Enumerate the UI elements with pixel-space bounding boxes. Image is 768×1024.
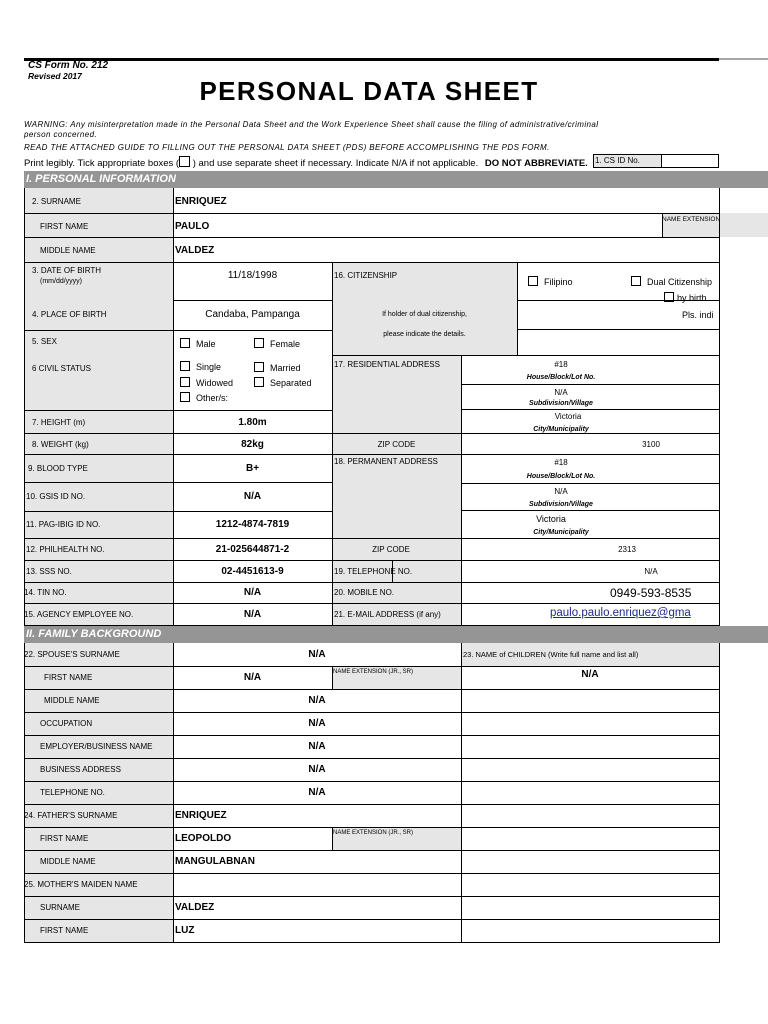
employer-value[interactable]: N/A: [308, 741, 326, 752]
business-address-label: BUSINESS ADDRESS: [40, 765, 121, 774]
spouse-surname-value[interactable]: N/A: [308, 649, 326, 660]
pagibig-value[interactable]: 1212-4874-7819: [215, 519, 290, 530]
checkbox-icon: [180, 377, 190, 387]
tick-box-sample: [179, 156, 190, 167]
mobile-label: 20. MOBILE NO.: [334, 588, 395, 597]
perm-subdivision-caption: Subdivision/Village: [529, 501, 593, 508]
perm-house-caption: House/Block/Lot No.: [526, 473, 596, 480]
name-ext-bg-right: [719, 213, 768, 237]
checkbox-icon: [254, 377, 264, 387]
checkbox-icon: [254, 362, 264, 372]
sss-label: 13. SSS NO.: [26, 567, 72, 576]
spouse-telephone-value[interactable]: N/A: [308, 787, 326, 798]
children-label: 23. NAME of CHILDREN (Write full name and list all): [463, 650, 639, 659]
citizenship-by-birth-text: by birth: [677, 293, 707, 303]
cs-id-field[interactable]: [662, 154, 719, 168]
section-personal-information: I. PERSONAL INFORMATION: [24, 171, 768, 188]
mother-surname-value[interactable]: VALDEZ: [175, 902, 215, 913]
civil-single-option[interactable]: [180, 361, 221, 372]
res-zip-label: ZIP CODE: [377, 440, 416, 449]
cs-id-label: 1. CS ID No.: [595, 156, 640, 165]
mother-first-name-value[interactable]: LUZ: [175, 925, 195, 936]
perm-zip-label: ZIP CODE: [372, 545, 410, 554]
top-border: [24, 58, 719, 61]
business-address-value[interactable]: N/A: [308, 764, 326, 775]
email-value[interactable]: paulo.paulo.enriquez@gma: [550, 607, 691, 619]
form-number: CS Form No. 212: [28, 60, 109, 71]
father-surname-value[interactable]: ENRIQUEZ: [175, 810, 227, 821]
print-text-a: Print legibly. Tick appropriate boxes (: [24, 158, 180, 169]
citizenship-dual-option[interactable]: [631, 276, 712, 287]
civil-separated-text: Separated: [270, 378, 312, 388]
citizenship-filipino-text: Filipino: [544, 277, 573, 287]
philhealth-label: 12. PHILHEALTH NO.: [26, 545, 105, 554]
father-middle-name-label: MIDDLE NAME: [40, 857, 96, 866]
guide-note: READ THE ATTACHED GUIDE TO FILLING OUT THE PERSONAL DATA SHEET (PDS) BEFORE ACCOMPLISHING THE PDS FORM.: [24, 143, 550, 152]
permanent-address-label: 18. PERMANENT ADDRESS: [334, 457, 438, 466]
res-city-caption: City/Municipality: [533, 426, 589, 433]
gsis-value[interactable]: N/A: [243, 491, 262, 502]
dob-value[interactable]: 11/18/1998: [227, 270, 278, 281]
perm-city-caption: City/Municipality: [533, 529, 589, 536]
blood-type-value[interactable]: B+: [245, 463, 260, 474]
middle-name-label: MIDDLE NAME: [40, 246, 96, 255]
perm-zip-value[interactable]: 2313: [618, 545, 636, 554]
spouse-middle-name-value[interactable]: N/A: [308, 695, 326, 706]
civil-married-option[interactable]: [254, 362, 301, 373]
citizenship-country[interactable]: Pls. indi: [682, 310, 714, 320]
father-middle-name-value[interactable]: MANGULABNAN: [175, 856, 255, 867]
citizenship-note-1: If holder of dual citizenship,: [382, 311, 467, 318]
occupation-label: OCCUPATION: [40, 719, 93, 728]
height-label: 7. HEIGHT (m): [32, 418, 86, 427]
citizenship-filipino-option[interactable]: [528, 276, 573, 287]
spouse-surname-label: 22. SPOUSE'S SURNAME: [24, 650, 120, 659]
spouse-first-name-value[interactable]: N/A: [243, 672, 262, 683]
mother-first-name-label: FIRST NAME: [40, 926, 89, 935]
civil-status-label: 6 CIVIL STATUS: [32, 364, 91, 373]
civil-other-option[interactable]: [180, 392, 228, 403]
section-family-background: II. FAMILY BACKGROUND: [24, 626, 768, 643]
res-zip-value[interactable]: 3100: [642, 440, 660, 449]
pagibig-label: 11. PAG-IBIG ID NO.: [26, 520, 101, 529]
spouse-first-name-label: FIRST NAME: [44, 673, 93, 682]
civil-single-text: Single: [196, 362, 222, 372]
revision: Revised 2017: [28, 71, 82, 81]
citizenship-label: 16. CITIZENSHIP: [334, 271, 398, 280]
civil-other-text: Other/s:: [196, 393, 229, 403]
citizenship-by-birth-option[interactable]: [664, 292, 707, 303]
sex-female-option[interactable]: [254, 338, 300, 349]
father-name-ext-label: NAME EXTENSION (JR., SR): [333, 830, 414, 836]
father-first-name-value[interactable]: LEOPOLDO: [175, 833, 232, 844]
father-surname-label: 24. FATHER'S SURNAME: [24, 811, 118, 820]
gsis-label: 10. GSIS ID NO.: [26, 492, 86, 501]
pob-label: 4. PLACE OF BIRTH: [32, 310, 107, 319]
checkbox-icon: [180, 392, 190, 402]
surname-label: 2. SURNAME: [32, 197, 81, 206]
mobile-value[interactable]: 0949-593-8535: [610, 586, 692, 600]
philhealth-value[interactable]: 21-025644871-2: [215, 544, 290, 555]
page-title: PERSONAL DATA SHEET: [199, 76, 539, 106]
checkbox-icon: [528, 276, 538, 286]
civil-widowed-option[interactable]: [180, 377, 233, 388]
print-text-b: ) and use separate sheet if necessary. Indicate N/A if not applicable.: [192, 158, 479, 169]
address-label-bg: [332, 356, 461, 626]
middle-name-value[interactable]: VALDEZ: [175, 245, 215, 256]
sex-female-text: Female: [270, 339, 301, 349]
warning-line-1: WARNING: Any misinterpretation made in the Personal Data Sheet and the Work Experience Sheet shall cause the filing of administrative/criminal: [24, 120, 599, 129]
height-value[interactable]: 1.80m: [238, 417, 267, 428]
spouse-middle-name-label: MIDDLE NAME: [44, 696, 100, 705]
agency-employee-label: 15. AGENCY EMPLOYEE NO.: [24, 610, 134, 619]
spouse-telephone-label: TELEPHONE NO.: [40, 788, 105, 797]
tin-value[interactable]: N/A: [243, 587, 262, 598]
res-house-caption: House/Block/Lot No.: [526, 374, 596, 381]
civil-widowed-text: Widowed: [196, 378, 234, 388]
print-instructions: [24, 156, 588, 169]
sex-male-option[interactable]: [180, 338, 216, 349]
checkbox-icon: [180, 361, 190, 371]
first-name-label: FIRST NAME: [40, 222, 89, 231]
employer-label: EMPLOYER/BUSINESS NAME: [40, 742, 153, 751]
tin-label: 14. TIN NO.: [24, 588, 67, 597]
weight-value[interactable]: 82kg: [241, 439, 264, 450]
children-value[interactable]: N/A: [581, 669, 599, 680]
do-not-abbreviate: DO NOT ABBREVIATE.: [484, 158, 588, 169]
spouse-name-ext-label: NAME EXTENSION (JR., SR): [333, 669, 414, 675]
res-city-value[interactable]: Victoria: [554, 412, 582, 421]
mother-surname-label: SURNAME: [40, 903, 81, 912]
name-extension-label: NAME EXTENSION: [662, 216, 721, 223]
perm-house-value[interactable]: #18: [554, 458, 568, 467]
mother-maiden-name-label: 25. MOTHER'S MAIDEN NAME: [24, 880, 138, 889]
father-first-name-label: FIRST NAME: [40, 834, 89, 843]
agency-employee-value[interactable]: N/A: [243, 609, 262, 620]
blood-type-label: 9. BLOOD TYPE: [28, 464, 88, 473]
checkbox-icon: [631, 276, 641, 286]
pob-value[interactable]: Candaba, Pampanga: [205, 309, 300, 320]
res-house-value[interactable]: #18: [554, 360, 568, 369]
dob-format: (mm/dd/yyyy): [40, 278, 82, 285]
res-subdivision-value[interactable]: N/A: [554, 388, 568, 397]
checkbox-icon: [180, 338, 190, 348]
email-label: 21. E-MAIL ADDRESS (if any): [334, 610, 441, 619]
occupation-value[interactable]: N/A: [308, 718, 326, 729]
surname-value[interactable]: ENRIQUEZ: [175, 196, 227, 207]
sss-value[interactable]: 02-4451613-9: [221, 566, 284, 577]
res-subdivision-caption: Subdivision/Village: [529, 400, 593, 407]
citizenship-dual-text: Dual Citizenship: [647, 277, 713, 287]
warning-line-2: person concerned.: [24, 130, 98, 139]
first-name-value[interactable]: PAULO: [175, 221, 210, 232]
civil-married-text: Married: [270, 363, 301, 373]
perm-subdivision-value[interactable]: N/A: [554, 487, 568, 496]
checkbox-icon: [254, 338, 264, 348]
telephone-value[interactable]: N/A: [644, 567, 658, 576]
top-border-right: [719, 58, 768, 60]
residential-address-label: 17. RESIDENTIAL ADDRESS: [334, 360, 440, 369]
civil-separated-option[interactable]: [254, 377, 312, 388]
telephone-label: 19. TELEPHONE NO.: [334, 567, 413, 576]
perm-city-value[interactable]: Victoria: [536, 514, 566, 524]
checkbox-icon: [664, 292, 674, 302]
dob-label: 3. DATE OF BIRTH: [32, 266, 102, 275]
citizenship-note-2: please indicate the details.: [383, 331, 466, 338]
sex-label: 5. SEX: [32, 337, 57, 346]
weight-label: 8. WEIGHT (kg): [32, 440, 89, 449]
sex-male-text: Male: [196, 339, 216, 349]
